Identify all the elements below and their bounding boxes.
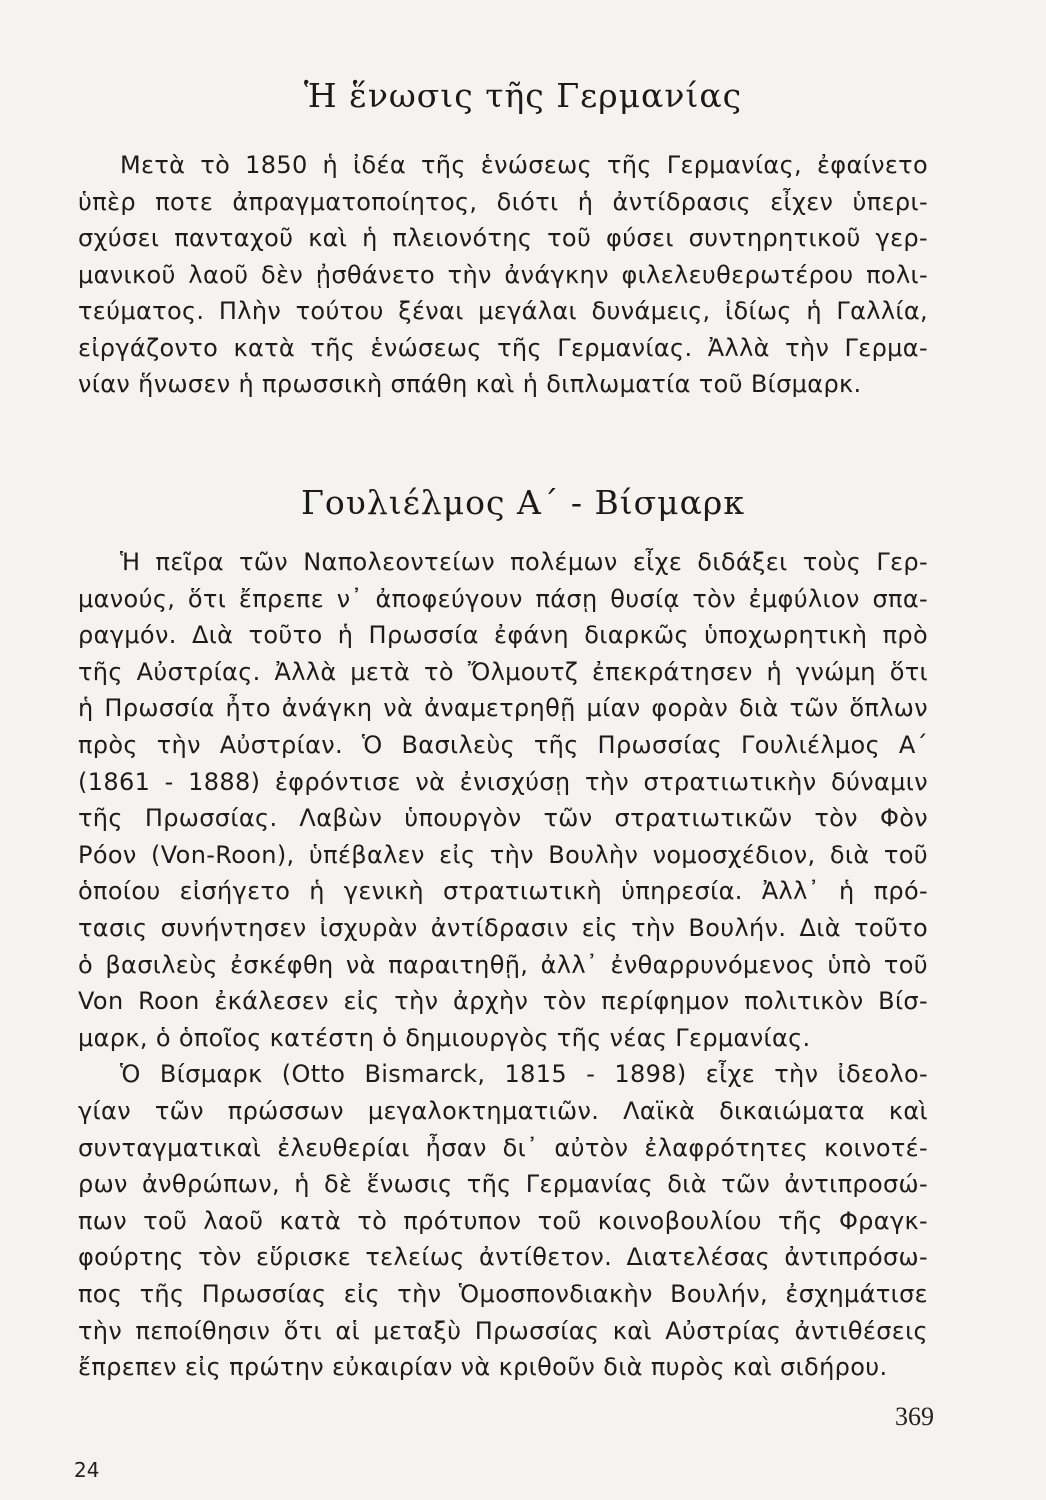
text-line: Von Roon ἐκάλεσεν εἰς τὴν ἀρχὴν τὸν περίφημον πολιτικὸν Βίσ-	[78, 987, 928, 1016]
text-line: ἔπρεπεν εἰς πρώτην εὐκαιρίαν νὰ κριθοῦν διὰ πυρὸς καὶ σιδήρου.	[78, 1353, 888, 1382]
text-line: μανούς, ὅτι ἔπρεπε ν᾿ ἀποφεύγουν πάσῃ θυσίᾳ τὸν ἐμφύλιον σπα-	[78, 584, 928, 613]
text-line: Ρόον (Von-Roon), ὑπέβαλεν εἰς τὴν Βουλὴν νομοσχέδιον, διὰ τοῦ	[78, 840, 928, 869]
text-line: φούρτης τὸν εὕρισκε τελείως ἀντίθετον. Διατελέσας ἀντιπρόσω-	[78, 1243, 928, 1272]
section-title-unification: Ἡ ἕνωσις τῆς Γερμανίας	[303, 76, 743, 115]
text-line: (1861 - 1888) ἐφρόντισε νὰ ἐνισχύσῃ τὴν στρατιωτικὴν δύναμιν	[78, 767, 928, 796]
text-line: πων τοῦ λαοῦ κατὰ τὸ πρότυπον τοῦ κοινοβουλίου τῆς Φραγκ-	[78, 1206, 928, 1235]
text-line: τασις συνήντησεν ἰσχυρὰν ἀντίδρασιν εἰς τὴν Βουλήν. Διὰ τοῦτο	[78, 914, 928, 942]
text-line: τεύματος. Πλὴν τούτου ξέναι μεγάλαι δυνάμεις, ἰδίως ἡ Γαλλία,	[78, 297, 928, 325]
text-line: πρὸς τὴν Αὐστρίαν. Ὁ Βασιλεὺς τῆς Πρωσσίας Γουλιέλμος Α΄	[78, 731, 928, 759]
text-line: πος τῆς Πρωσσίας εἰς τὴν Ὁμοσπονδιακὴν Βουλήν, ἐσχημάτισε	[78, 1280, 928, 1308]
text-line: ὑπὲρ ποτε ἀπραγματοποίητος, διότι ἡ ἀντίδρασις εἶχεν ὑπερι-	[78, 187, 928, 216]
text-line: ὁποίου εἰσήγετο ἡ γενικὴ στρατιωτικὴ ὑπηρεσία. Ἀλλ᾿ ἡ πρό-	[78, 877, 928, 906]
text-line: ὁ βασιλεὺς ἐσκέφθη νὰ παραιτηθῇ, ἀλλ᾿ ἐνθαρρυνόμενος ὑπὸ τοῦ	[78, 950, 928, 979]
text-line: γίαν τῶν πρώσσων μεγαλοκτηματιῶν. Λαϊκὰ δικαιώματα καὶ	[78, 1097, 928, 1125]
text-line: ρων ἀνθρώπων, ἡ δὲ ἕνωσις τῆς Γερμανίας διὰ τῶν ἀντιπροσώ-	[78, 1170, 928, 1199]
text-line: σχύσει πανταχοῦ καὶ ἡ πλειονότης τοῦ φύσει συντηρητικοῦ γερ-	[78, 224, 928, 252]
text-line: Μετὰ τὸ 1850 ἡ ἰδέα τῆς ἑνώσεως τῆς Γερμανίας, ἐφαίνετο	[120, 151, 928, 179]
text-line: μανικοῦ λαοῦ δὲν ᾐσθάνετο τὴν ἀνάγκην φιλελευθερωτέρου πολι-	[78, 260, 928, 289]
text-line: νίαν ἥνωσεν ἡ πρωσσικὴ σπάθη καὶ ἡ διπλωματία τοῦ Βίσμαρκ.	[78, 370, 862, 398]
signature-mark: 24	[74, 1458, 100, 1482]
text-line: τὴν πεποίθησιν ὅτι αἱ μεταξὺ Πρωσσίας καὶ Αὐστρίας ἀντιθέσεις	[78, 1316, 928, 1345]
text-line: τῆς Πρωσσίας. Λαβὼν ὑπουργὸν τῶν στρατιωτικῶν τὸν Φὸν	[78, 804, 928, 833]
section-title-wilhelm-bismarck: Γουλιέλμος Α΄ - Βίσμαρκ	[301, 483, 745, 522]
page-number: 369	[895, 1402, 934, 1431]
text-line: ἡ Πρωσσία ἦτο ἀνάγκη νὰ ἀναμετρηθῇ μίαν φορὰν διὰ τῶν ὅπλων	[78, 694, 928, 723]
text-line: συνταγματικαὶ ἐλευθερίαι ἦσαν δι᾿ αὐτὸν ἐλαφρότητες κοινοτέ-	[78, 1133, 928, 1162]
text-line: ραγμόν. Διὰ τοῦτο ἡ Πρωσσία ἐφάνη διαρκῶς ὑποχωρητικὴ πρὸ	[78, 621, 928, 650]
text-line: τῆς Αὐστρίας. Ἀλλὰ μετὰ τὸ Ὄλμουτζ ἐπεκράτησεν ἡ γνώμη ὅτι	[78, 657, 928, 686]
text-line: εἰργάζοντο κατὰ τῆς ἑνώσεως τῆς Γερμανίας. Ἀλλὰ τὴν Γερμα-	[78, 333, 928, 362]
text-line: μαρκ, ὁ ὁποῖος κατέστη ὁ δημιουργὸς τῆς νέας Γερμανίας.	[78, 1023, 811, 1052]
text-line: Ἡ πεῖρα τῶν Ναπολεοντείων πολέμων εἶχε διδάξει τοὺς Γερ-	[120, 548, 928, 576]
text-line: Ὁ Βίσμαρκ (Otto Bismarck, 1815 - 1898) εἶχε τὴν ἰδεολο-	[120, 1060, 928, 1089]
